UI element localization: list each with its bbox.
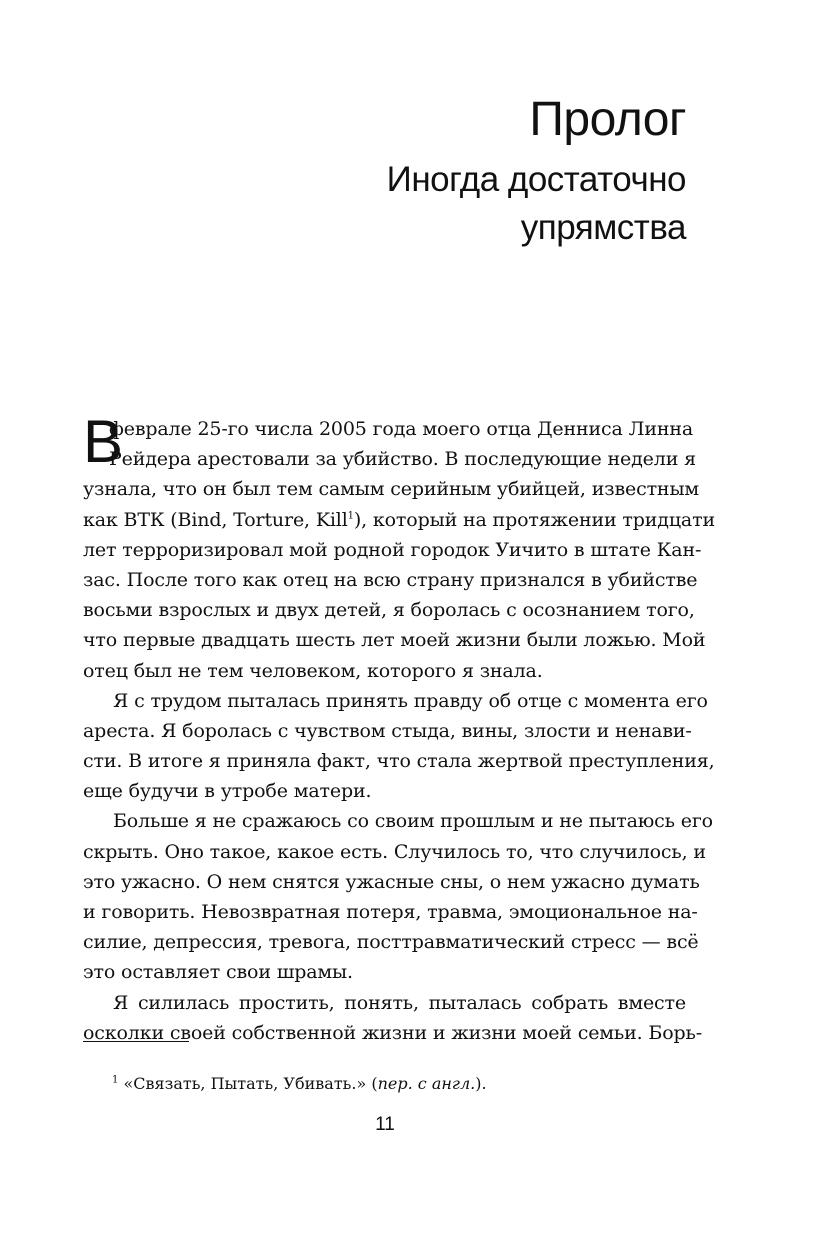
body-text	[83, 408, 715, 1048]
text-line: силие, депрессия, тревога, посттравматический стресс — всё	[83, 931, 699, 954]
text-line: скрыть. Оно такое, какое есть. Случилось то, что случилось, и	[83, 840, 706, 863]
footnote	[112, 1073, 487, 1095]
footnote-mark: 1	[112, 1074, 119, 1086]
page-number: 11	[375, 1114, 395, 1135]
footnote-divider	[83, 1041, 189, 1042]
text-line: восьми взрослых и двух детей, я боролась с осознанием того,	[83, 599, 695, 622]
footnote-text: «Связать, Пытать, Убивать.» (	[118, 1074, 378, 1093]
text-line: Больше я не сражаюсь со своим прошлым и не пытаюсь его	[113, 810, 713, 833]
text-line: зас. После того как отец на всю страну признался в убийстве	[83, 568, 698, 591]
footnote-italic: пер. с англ.	[377, 1074, 476, 1093]
chapter-title: Пролог	[529, 93, 686, 146]
text-line: это ужасно. О нем снятся ужасные сны, о нем ужасно думать	[83, 870, 700, 893]
text-line: и говорить. Невозвратная потеря, травма, эмоциональное на-	[83, 901, 698, 923]
text-line: сти. В итоге я приняла факт, что стала жертвой преступления,	[83, 750, 715, 773]
footnote-tail: ).	[475, 1074, 487, 1093]
text-line: осколки своей собственной жизни и жизни моей семьи. Борь-	[83, 1021, 702, 1044]
text-line: это оставляет свои шрамы.	[83, 961, 353, 984]
footnote-ref: 1	[347, 510, 354, 522]
text-line: узнала, что он был тем самым серийным убийцей, известным	[83, 478, 700, 501]
text-line: Рейдера арестовали за убийство. В последующие недели я	[109, 448, 696, 471]
text-line: Я силилась простить, понять, пыталась собрать вместе	[113, 991, 686, 1014]
text-line: еще будучи в утробе матери.	[83, 780, 372, 803]
text-line: лет терроризировал мой родной городок Уичито в штате Кан-	[83, 538, 702, 561]
subtitle-line: Иногда достаточно	[386, 160, 686, 199]
text-line: отец был не тем человеком, которого я знала.	[83, 659, 543, 682]
text-line: ареста. Я боролась с чувством стыда, вины, злости и ненави-	[83, 719, 692, 742]
subtitle-line: упрямства	[520, 208, 686, 247]
drop-cap: В	[83, 408, 123, 475]
chapter-subtitle	[387, 156, 686, 252]
text-line: Я с трудом пыталась принять правду об отце с момента его	[113, 689, 708, 712]
text-fragment: как ВТК (Bind, Torture, Kill	[83, 508, 348, 531]
text-line: феврале 25-го числа 2005 года моего отца Денниса Линна	[109, 418, 694, 440]
text-line: что первые двадцать шесть лет моей жизни были ложью. Мой	[83, 629, 706, 652]
text-fragment: ), который на протяжении тридцати	[353, 508, 715, 531]
text-line-with-footnote	[83, 505, 715, 535]
